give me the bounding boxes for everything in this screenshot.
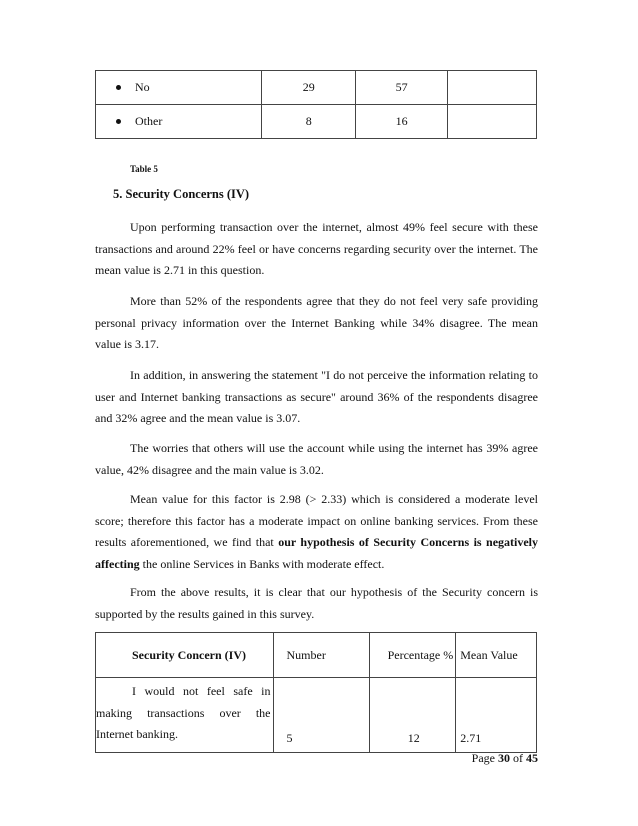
paragraph: The worries that others will use the account while using the internet has 39% agree value, 42% disagree and the main value is 3.02. bbox=[95, 441, 538, 477]
row-number: 5 bbox=[273, 678, 369, 753]
current-page: 30 bbox=[498, 751, 510, 765]
row-percentage: 12 bbox=[369, 678, 456, 753]
row-statement: I would not feel safe in making transactions over the Internet banking. bbox=[96, 678, 274, 753]
row-label: No bbox=[135, 80, 150, 94]
row-mean bbox=[448, 105, 537, 139]
table-row bbox=[96, 678, 537, 753]
table-caption: Table 5 bbox=[130, 164, 158, 174]
header-security-concern: Security Concern (IV) bbox=[96, 633, 274, 678]
total-pages: 45 bbox=[526, 751, 538, 765]
header-number: Number bbox=[273, 633, 369, 678]
row-number: 8 bbox=[262, 105, 356, 139]
page-number: Page 30 of 45 bbox=[471, 751, 538, 765]
conclusion-paragraph: From the above results, it is clear that our hypothesis of the Security concern is supported by the results gained in this survey. bbox=[95, 585, 538, 621]
bullet-icon bbox=[116, 119, 121, 124]
top-table bbox=[95, 70, 537, 139]
row-number: 29 bbox=[262, 71, 356, 105]
hypothesis-emphasis: our hypothesis of Security Concerns is negatively affecting bbox=[95, 535, 539, 571]
row-mean bbox=[448, 71, 537, 105]
section-heading: 5. Security Concerns (IV) bbox=[113, 187, 250, 201]
bullet-icon bbox=[116, 85, 121, 90]
paragraph: More than 52% of the respondents agree that they do not feel very safe providing personal privacy information over the Internet Banking while 34% disagree. The mean value is 3.17. bbox=[95, 294, 538, 351]
row-percentage: 57 bbox=[356, 71, 448, 105]
table-row bbox=[96, 71, 537, 105]
header-mean-value: Mean Value bbox=[456, 633, 537, 678]
table-row bbox=[96, 105, 537, 139]
mean-paragraph: Mean value for this factor is 2.98 (> 2.33) which is considered a moderate level score; therefore this factor has a moderate impact on online banking services. From these results aforementioned, we find that our hypothesis of Security Concerns is negatively affecting the online Services in Banks with moderate effect. bbox=[95, 492, 539, 571]
row-percentage: 16 bbox=[356, 105, 448, 139]
table-header-row bbox=[96, 633, 537, 678]
row-label: Other bbox=[135, 114, 163, 128]
paragraph: Upon performing transaction over the internet, almost 49% feel secure with these transactions and around 22% feel or have concerns regarding security over the internet. The mean value is 2.71 in this question. bbox=[95, 220, 538, 277]
row-mean: 2.71 bbox=[456, 678, 537, 753]
paragraph: In addition, in answering the statement "I do not perceive the information relating to user and Internet banking transactions as secure" around 36% of the respondents disagree and 32% agree and the mean value is 3.07. bbox=[95, 368, 538, 425]
security-concern-table bbox=[95, 632, 537, 753]
header-percentage: Percentage % bbox=[369, 633, 456, 678]
